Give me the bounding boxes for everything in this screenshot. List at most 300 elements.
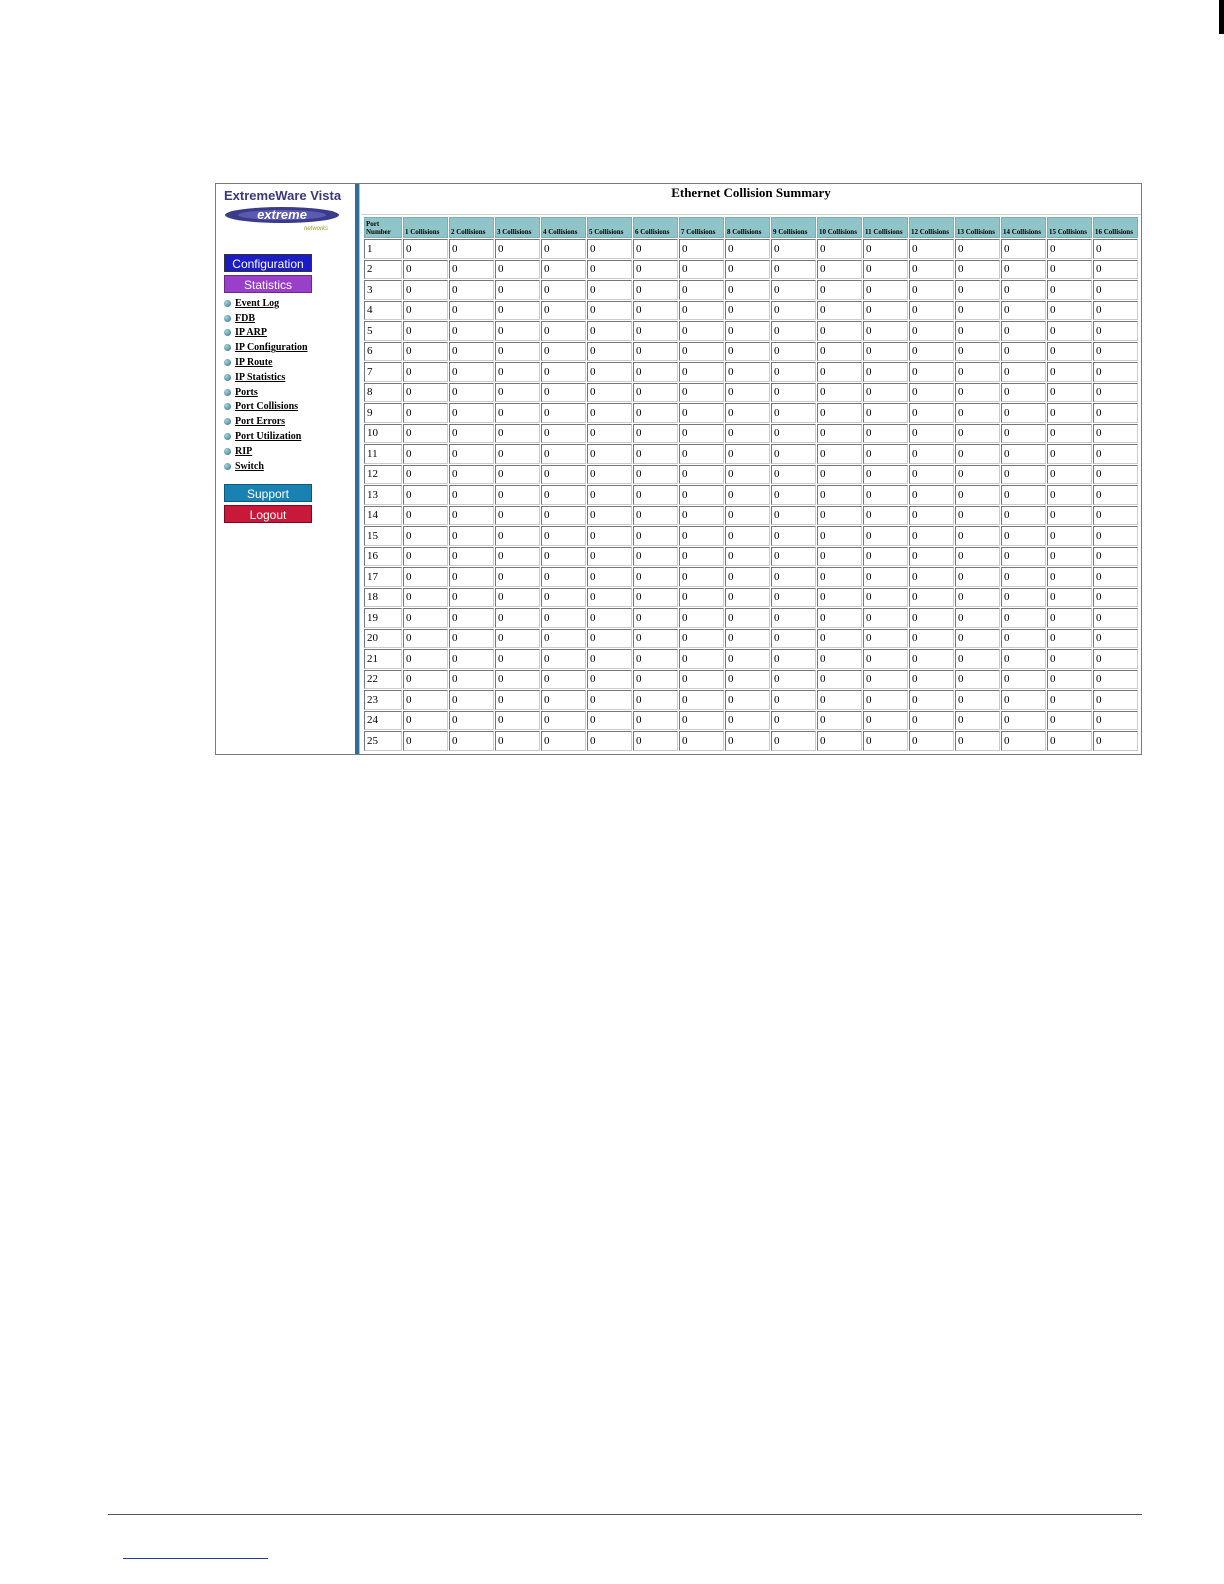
bullet-icon bbox=[224, 433, 231, 440]
collision-count-cell: 0 bbox=[495, 547, 540, 567]
collision-count-cell: 0 bbox=[955, 670, 1000, 690]
column-header-collisions: 3 Collisions bbox=[495, 217, 540, 238]
collision-count-cell: 0 bbox=[403, 711, 448, 731]
collision-count-cell: 0 bbox=[449, 588, 494, 608]
collision-count-cell: 0 bbox=[909, 567, 954, 587]
port-number-cell: 16 bbox=[364, 547, 402, 567]
collision-count-cell: 0 bbox=[817, 424, 862, 444]
collision-count-cell: 0 bbox=[633, 280, 678, 300]
collision-count-cell: 0 bbox=[403, 260, 448, 280]
collision-count-cell: 0 bbox=[771, 444, 816, 464]
collision-count-cell: 0 bbox=[1047, 260, 1092, 280]
collision-count-cell: 0 bbox=[403, 321, 448, 341]
table-row bbox=[364, 362, 1138, 382]
collision-count-cell: 0 bbox=[771, 301, 816, 321]
nav-link-label[interactable]: Port Errors bbox=[235, 416, 286, 428]
collision-count-cell: 0 bbox=[679, 403, 724, 423]
collision-count-cell: 0 bbox=[679, 588, 724, 608]
collision-count-cell: 0 bbox=[955, 444, 1000, 464]
logout-button[interactable]: Logout bbox=[224, 505, 312, 523]
collision-count-cell: 0 bbox=[541, 342, 586, 362]
column-header-collisions: 10 Collisions bbox=[817, 217, 862, 238]
collision-count-cell: 0 bbox=[817, 383, 862, 403]
collision-count-cell: 0 bbox=[1047, 301, 1092, 321]
collision-count-cell: 0 bbox=[679, 342, 724, 362]
port-number-cell: 1 bbox=[364, 239, 402, 259]
collision-count-cell: 0 bbox=[771, 383, 816, 403]
collision-count-cell: 0 bbox=[817, 690, 862, 710]
port-number-cell: 18 bbox=[364, 588, 402, 608]
bullet-icon bbox=[224, 344, 231, 351]
collision-count-cell: 0 bbox=[955, 608, 1000, 628]
port-number-cell: 22 bbox=[364, 670, 402, 690]
table-row bbox=[364, 260, 1138, 280]
collision-count-cell: 0 bbox=[817, 670, 862, 690]
collision-count-cell: 0 bbox=[495, 321, 540, 341]
nav-link-label[interactable]: Event Log bbox=[235, 297, 280, 309]
collision-count-cell: 0 bbox=[771, 711, 816, 731]
collision-count-cell: 0 bbox=[587, 485, 632, 505]
collision-count-cell: 0 bbox=[1047, 280, 1092, 300]
table-row bbox=[364, 444, 1138, 464]
collision-count-cell: 0 bbox=[449, 342, 494, 362]
port-number-cell: 11 bbox=[364, 444, 402, 464]
collision-count-cell: 0 bbox=[1047, 383, 1092, 403]
bullet-icon bbox=[224, 329, 231, 336]
nav-link-label[interactable]: Port Utilization bbox=[235, 431, 302, 443]
collision-count-cell: 0 bbox=[955, 526, 1000, 546]
collision-count-cell: 0 bbox=[1001, 690, 1046, 710]
port-number-cell: 23 bbox=[364, 690, 402, 710]
collision-count-cell: 0 bbox=[863, 711, 908, 731]
collision-count-cell: 0 bbox=[541, 362, 586, 382]
collision-count-cell: 0 bbox=[725, 690, 770, 710]
support-button[interactable]: Support bbox=[224, 484, 312, 502]
bullet-icon bbox=[224, 300, 231, 307]
collision-count-cell: 0 bbox=[633, 362, 678, 382]
port-number-cell: 6 bbox=[364, 342, 402, 362]
collision-count-cell: 0 bbox=[633, 670, 678, 690]
collision-count-cell: 0 bbox=[541, 301, 586, 321]
collision-count-cell: 0 bbox=[587, 547, 632, 567]
collision-count-cell: 0 bbox=[495, 465, 540, 485]
collision-count-cell: 0 bbox=[449, 362, 494, 382]
collision-count-cell: 0 bbox=[633, 588, 678, 608]
main-content bbox=[361, 184, 1141, 754]
collision-count-cell: 0 bbox=[449, 239, 494, 259]
collision-count-cell: 0 bbox=[541, 588, 586, 608]
table-row bbox=[364, 239, 1138, 259]
collision-count-cell: 0 bbox=[817, 362, 862, 382]
collision-count-cell: 0 bbox=[679, 239, 724, 259]
collision-count-cell: 0 bbox=[541, 444, 586, 464]
column-header-collisions: 7 Collisions bbox=[679, 217, 724, 238]
collision-count-cell: 0 bbox=[1047, 670, 1092, 690]
collision-count-cell: 0 bbox=[1093, 239, 1138, 259]
bullet-icon bbox=[224, 389, 231, 396]
nav-link-ip-statistics[interactable] bbox=[224, 370, 352, 385]
port-number-cell: 17 bbox=[364, 567, 402, 587]
sidebar bbox=[216, 184, 355, 754]
collision-count-cell: 0 bbox=[633, 731, 678, 751]
collision-count-cell: 0 bbox=[817, 260, 862, 280]
port-number-cell: 10 bbox=[364, 424, 402, 444]
table-row bbox=[364, 608, 1138, 628]
collision-count-cell: 0 bbox=[1001, 629, 1046, 649]
column-header-collisions: 9 Collisions bbox=[771, 217, 816, 238]
browser-frame bbox=[215, 183, 1142, 755]
collision-count-cell: 0 bbox=[541, 506, 586, 526]
collision-count-cell: 0 bbox=[679, 444, 724, 464]
collision-count-cell: 0 bbox=[495, 403, 540, 423]
nav-link-label[interactable]: Port Collisions bbox=[235, 401, 299, 413]
collision-count-cell: 0 bbox=[587, 588, 632, 608]
port-number-cell: 13 bbox=[364, 485, 402, 505]
collision-count-cell: 0 bbox=[403, 526, 448, 546]
configuration-button[interactable]: Configuration bbox=[224, 254, 312, 272]
table-row bbox=[364, 731, 1138, 751]
port-number-cell: 9 bbox=[364, 403, 402, 423]
collision-count-cell: 0 bbox=[1093, 465, 1138, 485]
collision-count-cell: 0 bbox=[955, 465, 1000, 485]
collision-count-cell: 0 bbox=[1093, 403, 1138, 423]
collision-count-cell: 0 bbox=[495, 711, 540, 731]
collision-count-cell: 0 bbox=[679, 649, 724, 669]
collision-count-cell: 0 bbox=[725, 506, 770, 526]
column-header-port-number: Port Number bbox=[364, 217, 402, 238]
collision-count-cell: 0 bbox=[771, 547, 816, 567]
collision-count-cell: 0 bbox=[495, 690, 540, 710]
collision-count-cell: 0 bbox=[679, 424, 724, 444]
collision-count-cell: 0 bbox=[1001, 649, 1046, 669]
table-row bbox=[364, 588, 1138, 608]
table-row bbox=[364, 567, 1138, 587]
app-title: ExtremeWare Vista bbox=[224, 188, 342, 203]
collision-count-cell: 0 bbox=[495, 506, 540, 526]
collision-count-cell: 0 bbox=[1047, 711, 1092, 731]
collision-count-cell: 0 bbox=[541, 424, 586, 444]
table-row bbox=[364, 342, 1138, 362]
collision-count-cell: 0 bbox=[449, 567, 494, 587]
collision-count-cell: 0 bbox=[1047, 424, 1092, 444]
collision-count-cell: 0 bbox=[541, 711, 586, 731]
collision-count-cell: 0 bbox=[1001, 321, 1046, 341]
collision-count-cell: 0 bbox=[679, 670, 724, 690]
bullet-icon bbox=[224, 374, 231, 381]
collision-count-cell: 0 bbox=[541, 629, 586, 649]
port-number-cell: 4 bbox=[364, 301, 402, 321]
collision-table bbox=[363, 216, 1139, 752]
collision-count-cell: 0 bbox=[1093, 629, 1138, 649]
collision-count-cell: 0 bbox=[1001, 301, 1046, 321]
column-header-collisions: 14 Collisions bbox=[1001, 217, 1046, 238]
collision-count-cell: 0 bbox=[955, 301, 1000, 321]
collision-count-cell: 0 bbox=[955, 383, 1000, 403]
collision-count-cell: 0 bbox=[587, 731, 632, 751]
collision-count-cell: 0 bbox=[909, 588, 954, 608]
collision-count-cell: 0 bbox=[725, 711, 770, 731]
column-header-collisions: 4 Collisions bbox=[541, 217, 586, 238]
collision-count-cell: 0 bbox=[1047, 362, 1092, 382]
collision-count-cell: 0 bbox=[771, 403, 816, 423]
nav-link-ports[interactable] bbox=[224, 385, 352, 400]
collision-count-cell: 0 bbox=[863, 362, 908, 382]
table-row bbox=[364, 383, 1138, 403]
collision-count-cell: 0 bbox=[541, 670, 586, 690]
nav-link-ip-route[interactable] bbox=[224, 355, 352, 370]
collision-count-cell: 0 bbox=[1001, 424, 1046, 444]
collision-count-cell: 0 bbox=[1047, 239, 1092, 259]
collision-count-cell: 0 bbox=[955, 506, 1000, 526]
nav-link-label[interactable]: RIP bbox=[235, 445, 253, 457]
collision-count-cell: 0 bbox=[863, 280, 908, 300]
frame-divider[interactable] bbox=[355, 184, 360, 754]
collision-count-cell: 0 bbox=[1093, 444, 1138, 464]
collision-count-cell: 0 bbox=[449, 444, 494, 464]
collision-count-cell: 0 bbox=[633, 690, 678, 710]
collision-count-cell: 0 bbox=[1093, 485, 1138, 505]
nav-link-fdb[interactable] bbox=[224, 311, 352, 326]
bullet-icon bbox=[224, 448, 231, 455]
collision-count-cell: 0 bbox=[587, 321, 632, 341]
nav-link-switch[interactable] bbox=[224, 459, 352, 474]
nav-link-ip-arp[interactable] bbox=[224, 326, 352, 341]
collision-count-cell: 0 bbox=[1093, 731, 1138, 751]
collision-count-cell: 0 bbox=[817, 547, 862, 567]
collision-count-cell: 0 bbox=[863, 403, 908, 423]
collision-count-cell: 0 bbox=[449, 608, 494, 628]
collision-count-cell: 0 bbox=[1001, 280, 1046, 300]
collision-count-cell: 0 bbox=[495, 588, 540, 608]
title-divider bbox=[361, 214, 1141, 215]
collision-count-cell: 0 bbox=[541, 649, 586, 669]
collision-count-cell: 0 bbox=[1047, 403, 1092, 423]
collision-count-cell: 0 bbox=[403, 588, 448, 608]
collision-count-cell: 0 bbox=[1001, 444, 1046, 464]
collision-count-cell: 0 bbox=[679, 301, 724, 321]
collision-count-cell: 0 bbox=[1001, 383, 1046, 403]
collision-count-cell: 0 bbox=[909, 629, 954, 649]
collision-count-cell: 0 bbox=[1093, 547, 1138, 567]
collision-count-cell: 0 bbox=[587, 383, 632, 403]
collision-count-cell: 0 bbox=[1001, 711, 1046, 731]
collision-count-cell: 0 bbox=[587, 567, 632, 587]
column-header-collisions: 11 Collisions bbox=[863, 217, 908, 238]
nav-link-rip[interactable] bbox=[224, 444, 352, 459]
collision-count-cell: 0 bbox=[725, 362, 770, 382]
collision-count-cell: 0 bbox=[633, 403, 678, 423]
collision-count-cell: 0 bbox=[633, 711, 678, 731]
collision-count-cell: 0 bbox=[679, 608, 724, 628]
nav-link-label[interactable]: Switch bbox=[235, 460, 264, 472]
collision-count-cell: 0 bbox=[633, 383, 678, 403]
table-row bbox=[364, 321, 1138, 341]
collision-count-cell: 0 bbox=[909, 280, 954, 300]
collision-count-cell: 0 bbox=[725, 239, 770, 259]
collision-count-cell: 0 bbox=[725, 260, 770, 280]
collision-count-cell: 0 bbox=[1047, 485, 1092, 505]
column-header-collisions: 13 Collisions bbox=[955, 217, 1000, 238]
nav-link-ip-configuration[interactable] bbox=[224, 340, 352, 355]
nav-link-port-collisions[interactable] bbox=[224, 400, 352, 415]
collision-count-cell: 0 bbox=[725, 588, 770, 608]
collision-count-cell: 0 bbox=[679, 362, 724, 382]
collision-count-cell: 0 bbox=[679, 629, 724, 649]
collision-count-cell: 0 bbox=[679, 711, 724, 731]
collision-count-cell: 0 bbox=[909, 465, 954, 485]
port-number-cell: 7 bbox=[364, 362, 402, 382]
collision-count-cell: 0 bbox=[909, 239, 954, 259]
collision-count-cell: 0 bbox=[909, 444, 954, 464]
collision-count-cell: 0 bbox=[1001, 731, 1046, 751]
bullet-icon bbox=[224, 418, 231, 425]
collision-count-cell: 0 bbox=[771, 362, 816, 382]
nav-link-label[interactable]: Ports bbox=[235, 386, 258, 398]
collision-count-cell: 0 bbox=[909, 731, 954, 751]
collision-count-cell: 0 bbox=[1001, 608, 1046, 628]
collision-count-cell: 0 bbox=[1047, 629, 1092, 649]
collision-count-cell: 0 bbox=[725, 383, 770, 403]
collision-count-cell: 0 bbox=[403, 608, 448, 628]
collision-count-cell: 0 bbox=[587, 260, 632, 280]
nav-link-label[interactable]: FDB bbox=[235, 312, 255, 324]
collision-count-cell: 0 bbox=[1047, 649, 1092, 669]
collision-count-cell: 0 bbox=[541, 383, 586, 403]
table-row bbox=[364, 649, 1138, 669]
collision-count-cell: 0 bbox=[817, 465, 862, 485]
table-row bbox=[364, 670, 1138, 690]
collision-count-cell: 0 bbox=[909, 260, 954, 280]
collision-count-cell: 0 bbox=[909, 547, 954, 567]
collision-count-cell: 0 bbox=[449, 403, 494, 423]
nav-link-port-errors[interactable] bbox=[224, 414, 352, 429]
collision-count-cell: 0 bbox=[725, 547, 770, 567]
table-row bbox=[364, 711, 1138, 731]
nav-link-label[interactable]: IP ARP bbox=[235, 327, 267, 339]
collision-count-cell: 0 bbox=[955, 362, 1000, 382]
collision-count-cell: 0 bbox=[1047, 526, 1092, 546]
collision-count-cell: 0 bbox=[725, 321, 770, 341]
collision-count-cell: 0 bbox=[495, 485, 540, 505]
collision-count-cell: 0 bbox=[955, 547, 1000, 567]
collision-count-cell: 0 bbox=[449, 485, 494, 505]
collision-count-cell: 0 bbox=[587, 444, 632, 464]
nav-link-event-log[interactable] bbox=[224, 296, 352, 311]
nav-link-label[interactable]: IP Configuration bbox=[235, 342, 308, 354]
collision-count-cell: 0 bbox=[863, 260, 908, 280]
collision-count-cell: 0 bbox=[403, 506, 448, 526]
collision-count-cell: 0 bbox=[403, 280, 448, 300]
collision-count-cell: 0 bbox=[449, 731, 494, 751]
collision-count-cell: 0 bbox=[771, 465, 816, 485]
collision-count-cell: 0 bbox=[725, 465, 770, 485]
statistics-button[interactable]: Statistics bbox=[224, 275, 312, 293]
port-number-cell: 25 bbox=[364, 731, 402, 751]
column-header-collisions: 16 Collisions bbox=[1093, 217, 1138, 238]
collision-count-cell: 0 bbox=[1093, 321, 1138, 341]
column-header-collisions: 15 Collisions bbox=[1047, 217, 1092, 238]
nav-link-label[interactable]: IP Statistics bbox=[235, 371, 286, 383]
column-header-collisions: 8 Collisions bbox=[725, 217, 770, 238]
collision-count-cell: 0 bbox=[771, 424, 816, 444]
collision-count-cell: 0 bbox=[633, 567, 678, 587]
collision-count-cell: 0 bbox=[725, 403, 770, 423]
collision-count-cell: 0 bbox=[587, 649, 632, 669]
collision-count-cell: 0 bbox=[863, 629, 908, 649]
collision-count-cell: 0 bbox=[403, 485, 448, 505]
collision-count-cell: 0 bbox=[1093, 424, 1138, 444]
collision-count-cell: 0 bbox=[771, 567, 816, 587]
collision-count-cell: 0 bbox=[863, 485, 908, 505]
collision-count-cell: 0 bbox=[587, 608, 632, 628]
port-number-cell: 5 bbox=[364, 321, 402, 341]
collision-count-cell: 0 bbox=[955, 649, 1000, 669]
collision-count-cell: 0 bbox=[771, 588, 816, 608]
collision-count-cell: 0 bbox=[771, 485, 816, 505]
collision-count-cell: 0 bbox=[633, 424, 678, 444]
collision-count-cell: 0 bbox=[679, 690, 724, 710]
table-row bbox=[364, 301, 1138, 321]
collision-count-cell: 0 bbox=[1093, 506, 1138, 526]
table-row bbox=[364, 526, 1138, 546]
collision-count-cell: 0 bbox=[587, 280, 632, 300]
collision-count-cell: 0 bbox=[495, 260, 540, 280]
port-number-cell: 8 bbox=[364, 383, 402, 403]
port-number-cell: 12 bbox=[364, 465, 402, 485]
collision-count-cell: 0 bbox=[541, 280, 586, 300]
collision-count-cell: 0 bbox=[771, 731, 816, 751]
collision-count-cell: 0 bbox=[1001, 567, 1046, 587]
collision-count-cell: 0 bbox=[403, 444, 448, 464]
collision-count-cell: 0 bbox=[495, 526, 540, 546]
collision-count-cell: 0 bbox=[771, 506, 816, 526]
collision-count-cell: 0 bbox=[495, 444, 540, 464]
table-row bbox=[364, 403, 1138, 423]
collision-count-cell: 0 bbox=[403, 342, 448, 362]
collision-count-cell: 0 bbox=[909, 362, 954, 382]
collision-count-cell: 0 bbox=[817, 342, 862, 362]
collision-count-cell: 0 bbox=[495, 731, 540, 751]
collision-count-cell: 0 bbox=[955, 588, 1000, 608]
collision-count-cell: 0 bbox=[679, 526, 724, 546]
table-row bbox=[364, 485, 1138, 505]
collision-count-cell: 0 bbox=[1093, 260, 1138, 280]
extreme-networks-logo bbox=[224, 206, 344, 232]
collision-count-cell: 0 bbox=[449, 383, 494, 403]
collision-count-cell: 0 bbox=[633, 608, 678, 628]
collision-count-cell: 0 bbox=[633, 301, 678, 321]
collision-count-cell: 0 bbox=[909, 711, 954, 731]
port-number-cell: 24 bbox=[364, 711, 402, 731]
nav-link-port-utilization[interactable] bbox=[224, 429, 352, 444]
collision-count-cell: 0 bbox=[1001, 260, 1046, 280]
collision-count-cell: 0 bbox=[541, 731, 586, 751]
collision-count-cell: 0 bbox=[679, 383, 724, 403]
collision-count-cell: 0 bbox=[909, 670, 954, 690]
collision-count-cell: 0 bbox=[1093, 649, 1138, 669]
collision-count-cell: 0 bbox=[403, 731, 448, 751]
collision-count-cell: 0 bbox=[449, 424, 494, 444]
bullet-icon bbox=[224, 403, 231, 410]
collision-count-cell: 0 bbox=[817, 629, 862, 649]
collision-count-cell: 0 bbox=[449, 506, 494, 526]
collision-count-cell: 0 bbox=[541, 321, 586, 341]
nav-link-label[interactable]: IP Route bbox=[235, 357, 273, 369]
collision-count-cell: 0 bbox=[863, 588, 908, 608]
table-row bbox=[364, 465, 1138, 485]
collision-count-cell: 0 bbox=[449, 690, 494, 710]
collision-count-cell: 0 bbox=[817, 403, 862, 423]
